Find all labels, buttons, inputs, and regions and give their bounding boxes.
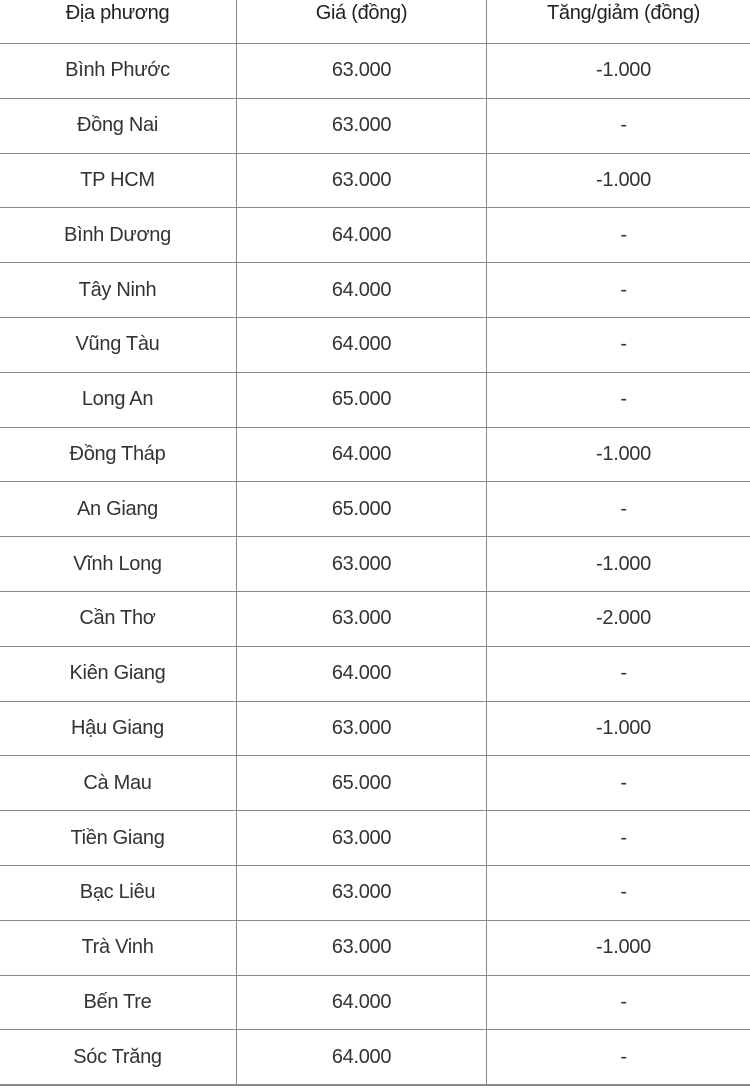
cell-locality: Vĩnh Long [0,537,237,592]
cell-locality: Sóc Trăng [0,1030,237,1085]
cell-change: -1.000 [487,427,750,482]
table-row [0,591,750,646]
cell-locality: Cà Mau [0,756,237,811]
cell-price: 63.000 [237,865,487,920]
cell-price: 65.000 [237,372,487,427]
cell-price: 64.000 [237,975,487,1030]
cell-change: -1.000 [487,44,750,99]
cell-locality: Đồng Nai [0,98,237,153]
cell-locality: Bạc Liêu [0,865,237,920]
cell-price: 65.000 [237,756,487,811]
cell-change: - [487,208,750,263]
header-locality [0,0,237,44]
cell-price: 64.000 [237,263,487,318]
cell-change: -1.000 [487,701,750,756]
cell-price: 65.000 [237,482,487,537]
cell-change: - [487,975,750,1030]
cell-price: 63.000 [237,701,487,756]
header-locality-label: Địa phương [65,1,170,24]
cell-change: - [487,98,750,153]
table-row [0,537,750,592]
header-change [487,0,750,44]
table-row [0,811,750,866]
table-row [0,975,750,1030]
table-row [0,920,750,975]
cell-price: 64.000 [237,1030,487,1085]
table-row [0,44,750,99]
cell-price: 63.000 [237,537,487,592]
cell-locality: Cần Thơ [0,591,237,646]
cell-locality: Bình Dương [0,208,237,263]
cell-locality: Trà Vinh [0,920,237,975]
header-price-label: Giá (đồng) [315,1,408,24]
cell-change: - [487,756,750,811]
cell-price: 63.000 [237,591,487,646]
header-price [237,0,487,44]
cell-locality: Bình Phước [0,44,237,99]
cell-change: -1.000 [487,537,750,592]
cell-change: - [487,865,750,920]
cell-price: 63.000 [237,811,487,866]
table-header [0,0,750,44]
cell-locality: Tiền Giang [0,811,237,866]
table-row [0,646,750,701]
table-row [0,98,750,153]
cell-locality: Kiên Giang [0,646,237,701]
cell-change: -1.000 [487,920,750,975]
cell-locality: Bến Tre [0,975,237,1030]
cell-change: - [487,811,750,866]
cell-price: 63.000 [237,98,487,153]
cell-price: 63.000 [237,920,487,975]
cell-change: - [487,1030,750,1085]
table-row [0,372,750,427]
cell-locality: Đồng Tháp [0,427,237,482]
table-row [0,1030,750,1085]
cell-change: - [487,263,750,318]
table-row [0,427,750,482]
table-row [0,865,750,920]
cell-price: 63.000 [237,153,487,208]
cell-locality: Long An [0,372,237,427]
table-row [0,317,750,372]
cell-change: - [487,372,750,427]
cell-change: - [487,646,750,701]
table-row [0,482,750,537]
table-row [0,208,750,263]
cell-price: 64.000 [237,208,487,263]
cell-change: - [487,482,750,537]
header-change-label: Tăng/giảm (đồng) [546,1,701,24]
cell-locality: Tây Ninh [0,263,237,318]
cell-price: 64.000 [237,427,487,482]
cell-locality: An Giang [0,482,237,537]
cell-price: 63.000 [237,44,487,99]
table-row [0,701,750,756]
table-body [0,44,750,1086]
table-row [0,756,750,811]
table-row [0,263,750,318]
cell-price: 64.000 [237,646,487,701]
cell-change: -1.000 [487,153,750,208]
cell-change: - [487,317,750,372]
table-row [0,153,750,208]
cell-locality: TP HCM [0,153,237,208]
cell-change: -2.000 [487,591,750,646]
header-row [0,0,750,44]
cell-locality: Vũng Tàu [0,317,237,372]
cell-price: 64.000 [237,317,487,372]
cell-locality: Hậu Giang [0,701,237,756]
